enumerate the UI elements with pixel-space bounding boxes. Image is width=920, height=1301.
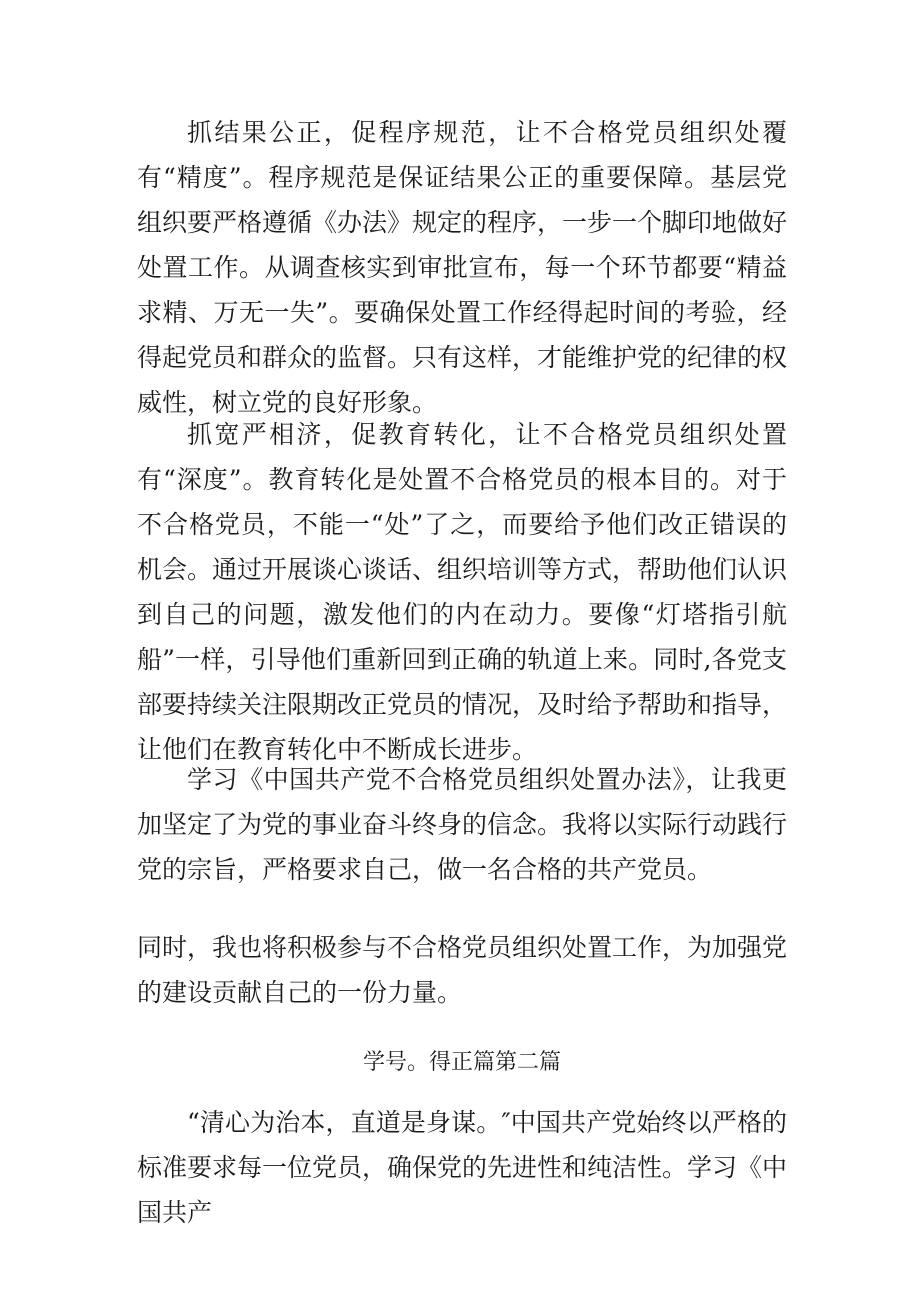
paragraph-closing: “清心为治本，直道是身谋。″中国共产党始终以严格的标准要求每一位党员，确保党的先进性和纯洁性。学习《中国共产 [137, 1108, 788, 1227]
paragraph-depth: 抓宽严相济，促教育转化，让不合格党员组织处置有“深度”。教育转化是处置不合格党员的根本目的。对于不合格党员，不能一“处”了之，而要给予他们改正错误的机会。通过开展谈心谈话、组织培训等方式，帮助他们认识到自己的问题，激发他们的内在动力。要像“灯塔指引航船”一样，引导他们重新回到正确的轨道上来。同时,各党支部要持续关注限期改正党员的情况，及时给予帮助和指导，让他们在教育转化中不断成长进步。 [137, 420, 788, 764]
section-heading: 学号。得正篇第二篇 [362, 1050, 561, 1075]
paragraph-participation: 同时，我也将积极参与不合格党员组织处置工作，为加强党的建设贡献自己的一份力量。 [137, 933, 788, 1007]
paragraph-study-reflection: 学习《中国共产党不合格党员组织处置办法》，让我更加坚定了为党的事业奋斗终身的信念。我将以实际行动践行党的宗旨，严格要求自己，做一名合格的共产党员。 [137, 765, 788, 884]
paragraph-precision: 抓结果公正，促程序规范，让不合格党员组织处覆有“精度”。程序规范是保证结果公正的重要保障。基层党组织要严格遵循《办法》规定的程序，一步一个脚印地做好处置工作。从调查核实到审批宣布，每一个环节都要“精益求精、万无一失”。要确保处置工作经得起时间的考验，经得起党员和群众的监督。只有这样，才能维护党的纪律的权威性，树立党的良好形象。 [137, 118, 788, 417]
